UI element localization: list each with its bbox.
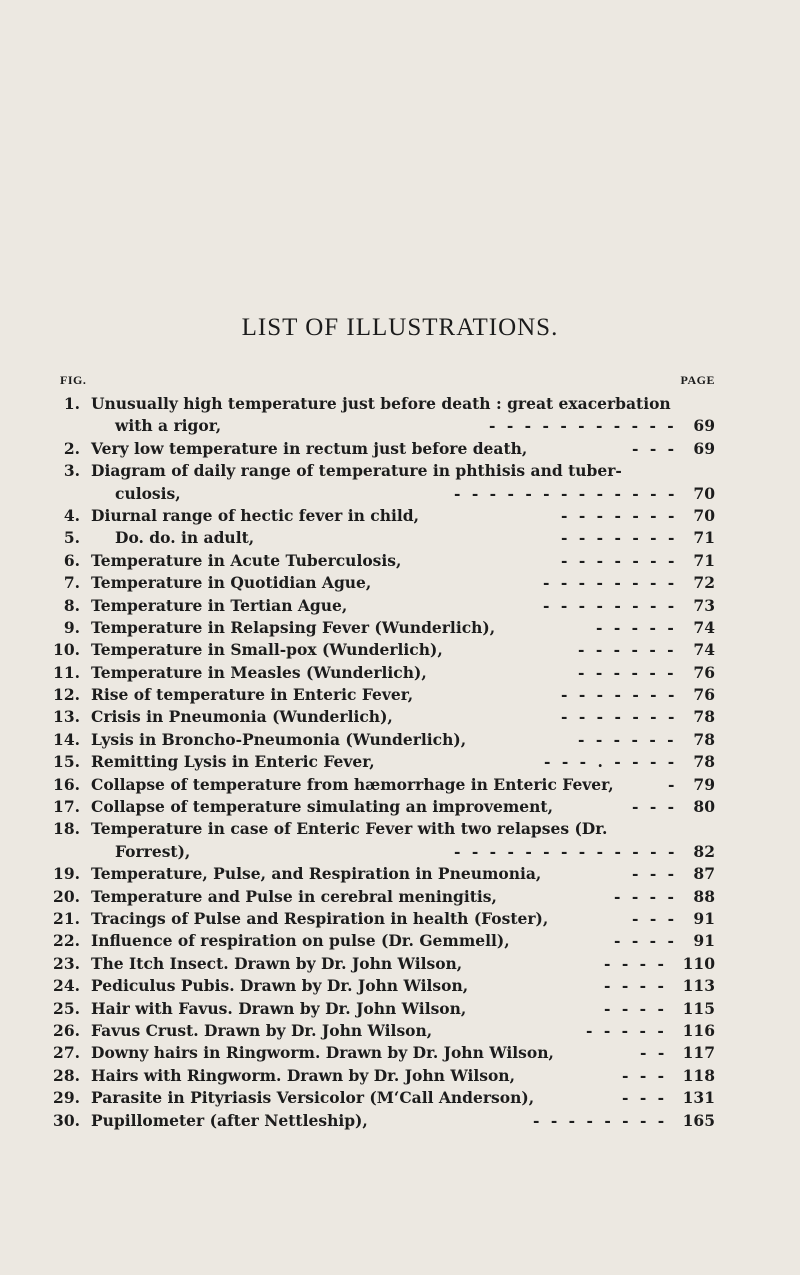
page-number: 117 [682, 1043, 715, 1063]
list-item [0, 572, 800, 594]
page-number: 91 [693, 908, 715, 928]
figure-number: 6. [63, 550, 80, 570]
list-item [0, 818, 800, 840]
page-number: 74 [693, 640, 715, 660]
page-number: 76 [693, 685, 715, 705]
leader-dashes: - - - [632, 864, 678, 884]
leader-dashes: - - - - - - - - - - - - - [454, 841, 678, 861]
page-number: 82 [693, 841, 715, 861]
page-number: 78 [693, 707, 715, 727]
figure-number: 21. [53, 908, 80, 928]
leader-dashes: - - - [622, 1088, 668, 1108]
figure-caption: Hair with Favus. Drawn by Dr. John Wilson, [91, 998, 467, 1018]
figure-caption: Temperature in case of Enteric Fever with two relapses (Dr. [91, 819, 608, 839]
figure-caption: Very low temperature in rectum just before death, [91, 438, 528, 458]
figure-caption: Diurnal range of hectic fever in child, [91, 505, 420, 525]
leader-dashes: - - - - [604, 953, 667, 973]
list-item [0, 415, 800, 437]
leader-dashes: - - - - - - - - [543, 595, 678, 615]
page-number: 80 [693, 797, 715, 817]
page-number: 70 [693, 483, 715, 503]
figure-number: 11. [53, 662, 80, 682]
page-number: 87 [693, 864, 715, 884]
page-number: 71 [693, 550, 715, 570]
list-item [0, 751, 800, 773]
figure-caption: Pupillometer (after Nettleship), [91, 1110, 368, 1130]
leader-dashes: - - - [632, 908, 678, 928]
leader-dashes: - - - - - - - - [543, 573, 678, 593]
figure-number: 27. [53, 1043, 80, 1063]
figure-caption: culosis, [115, 483, 181, 503]
figure-number: 30. [53, 1110, 80, 1130]
list-item [0, 729, 800, 751]
figure-caption: Influence of respiration on pulse (Dr. Gemmell), [91, 931, 510, 951]
page-number: 118 [682, 1065, 715, 1085]
figure-number: 1. [63, 394, 80, 413]
figure-caption: Remitting Lysis in Enteric Fever, [91, 752, 375, 772]
figure-number: 2. [63, 438, 80, 458]
figure-caption: Temperature, Pulse, and Respiration in Pneumonia, [91, 864, 542, 884]
figure-number: 28. [53, 1065, 80, 1085]
page-number: 91 [693, 931, 715, 951]
leader-dashes: - - - - - - [578, 640, 677, 660]
list-item [0, 998, 800, 1020]
figure-number: 19. [53, 864, 80, 884]
figure-number: 15. [53, 752, 80, 772]
figure-number: 16. [53, 774, 80, 794]
figure-caption: Temperature in Tertian Ague, [91, 595, 348, 615]
list-item [0, 796, 800, 818]
leader-dashes: - - - - - - - [561, 505, 678, 525]
list-item [0, 1020, 800, 1042]
list-item [0, 595, 800, 617]
page-number: 88 [693, 886, 715, 906]
list-item [0, 930, 800, 952]
list-item [0, 438, 800, 460]
list-item [0, 841, 800, 863]
leader-dashes: - - - [632, 797, 678, 817]
list-item [0, 1110, 800, 1132]
page-number: 110 [682, 953, 715, 973]
figure-number: 29. [53, 1088, 80, 1108]
figure-caption: Pediculus Pubis. Drawn by Dr. John Wilson, [91, 976, 469, 996]
list-item [0, 1065, 800, 1087]
leader-dashes: - - - - [614, 886, 677, 906]
figure-caption: Lysis in Broncho-Pneumonia (Wunderlich), [91, 729, 467, 749]
list-item [0, 393, 800, 415]
page-number: 78 [693, 729, 715, 749]
page-number: 69 [693, 438, 715, 458]
figure-caption: Favus Crust. Drawn by Dr. John Wilson, [91, 1020, 433, 1040]
list-item [0, 505, 800, 527]
figure-number: 5. [63, 528, 80, 548]
figure-caption: Parasite in Pityriasis Versicolor (M‘Call Anderson), [91, 1088, 535, 1108]
page-column-header: PAGE [680, 373, 715, 387]
figure-number: 26. [53, 1020, 80, 1040]
figure-caption: Tracings of Pulse and Respiration in health (Foster), [91, 908, 549, 928]
page-number: 113 [682, 976, 715, 996]
page-number: 74 [693, 617, 715, 637]
leader-dashes: - - [640, 1043, 668, 1063]
figure-caption: Crisis in Pneumonia (Wunderlich), [91, 707, 393, 727]
page-number: 72 [693, 573, 715, 593]
list-item [0, 975, 800, 997]
figure-number: 18. [53, 819, 80, 839]
list-item [0, 1087, 800, 1109]
page-number: 165 [682, 1110, 715, 1130]
figure-number: 4. [63, 505, 80, 525]
list-item [0, 908, 800, 930]
figure-number: 23. [53, 953, 80, 973]
figure-caption: The Itch Insect. Drawn by Dr. John Wilson, [91, 953, 463, 973]
figure-number: 10. [53, 640, 80, 660]
leader-dashes: - - - - - - - [561, 528, 678, 548]
page-title: LIST OF ILLUSTRATIONS. [241, 314, 559, 341]
page-number: 115 [682, 998, 715, 1018]
page-number: 116 [682, 1020, 715, 1040]
figure-caption: with a rigor, [115, 416, 222, 436]
figure-caption: Temperature in Quotidian Ague, [91, 573, 372, 593]
figure-number: 20. [53, 886, 80, 906]
figure-number: 12. [53, 685, 80, 705]
illustrations-list [0, 393, 800, 1132]
figure-caption: Downy hairs in Ringworm. Drawn by Dr. John Wilson, [91, 1043, 554, 1063]
fig-column-header: FIG. [60, 373, 87, 387]
leader-dashes: - - - - - [586, 1020, 667, 1040]
figure-number: 3. [63, 461, 80, 481]
page-number: 78 [693, 752, 715, 772]
leader-dashes: - [668, 774, 678, 794]
page-number: 79 [693, 774, 715, 794]
list-item [0, 527, 800, 549]
leader-dashes: - - - - - - [578, 662, 677, 682]
page-number: 70 [693, 505, 715, 525]
figure-caption: Rise of temperature in Enteric Fever, [91, 685, 414, 705]
figure-caption: Temperature in Small-pox (Wunderlich), [91, 640, 443, 660]
leader-dashes: - - - - [604, 976, 667, 996]
page-number: 73 [693, 595, 715, 615]
figure-number: 7. [63, 573, 80, 593]
figure-caption: Do. do. in adult, [115, 528, 255, 548]
figure-number: 22. [53, 931, 80, 951]
page-number: 76 [693, 662, 715, 682]
leader-dashes: - - - - - - [578, 729, 677, 749]
list-item [0, 639, 800, 661]
figure-caption: Temperature and Pulse in cerebral meningitis, [91, 886, 497, 906]
list-item [0, 774, 800, 796]
figure-caption: Forrest), [115, 841, 191, 861]
leader-dashes: - - - [622, 1065, 668, 1085]
leader-dashes: - - - - - - - [561, 550, 678, 570]
figure-number: 25. [53, 998, 80, 1018]
leader-dashes: - - - - [614, 931, 677, 951]
figure-number: 24. [53, 976, 80, 996]
leader-dashes: - - - - - - - - - - - - - [454, 483, 678, 503]
leader-dashes: - - - - - [596, 617, 677, 637]
page-number: 69 [693, 416, 715, 436]
leader-dashes: - - - - [604, 998, 667, 1018]
list-item [0, 1042, 800, 1064]
list-item [0, 483, 800, 505]
page-number: 131 [682, 1088, 715, 1108]
leader-dashes: - - - . - - - - [544, 752, 678, 772]
leader-dashes: - - - - - - - - [533, 1110, 668, 1130]
figure-caption: Temperature in Acute Tuberculosis, [91, 550, 402, 570]
list-item [0, 953, 800, 975]
list-item [0, 550, 800, 572]
figure-caption: Diagram of daily range of temperature in phthisis and tuber- [91, 461, 622, 481]
figure-caption: Temperature in Relapsing Fever (Wunderlich), [91, 617, 496, 637]
leader-dashes: - - - [632, 438, 678, 458]
leader-dashes: - - - - - - - [561, 707, 678, 727]
page-number: 71 [693, 528, 715, 548]
figure-caption: Unusually high temperature just before death : great exacerbation [91, 394, 671, 413]
list-item [0, 662, 800, 684]
leader-dashes: - - - - - - - [561, 685, 678, 705]
list-item [0, 460, 800, 482]
list-item [0, 863, 800, 885]
list-item [0, 617, 800, 639]
leader-dashes: - - - - - - - - - - - [489, 416, 677, 436]
figure-number: 13. [53, 707, 80, 727]
figure-number: 9. [63, 617, 80, 637]
figure-caption: Collapse of temperature from hæmorrhage in Enteric Fever, [91, 774, 614, 794]
figure-number: 14. [53, 729, 80, 749]
figure-number: 17. [53, 797, 80, 817]
figure-caption: Collapse of temperature simulating an improvement, [91, 797, 553, 817]
figure-number: 8. [63, 595, 80, 615]
list-item [0, 706, 800, 728]
figure-caption: Hairs with Ringworm. Drawn by Dr. John Wilson, [91, 1065, 515, 1085]
list-item [0, 684, 800, 706]
figure-caption: Temperature in Measles (Wunderlich), [91, 662, 427, 682]
list-item [0, 886, 800, 908]
